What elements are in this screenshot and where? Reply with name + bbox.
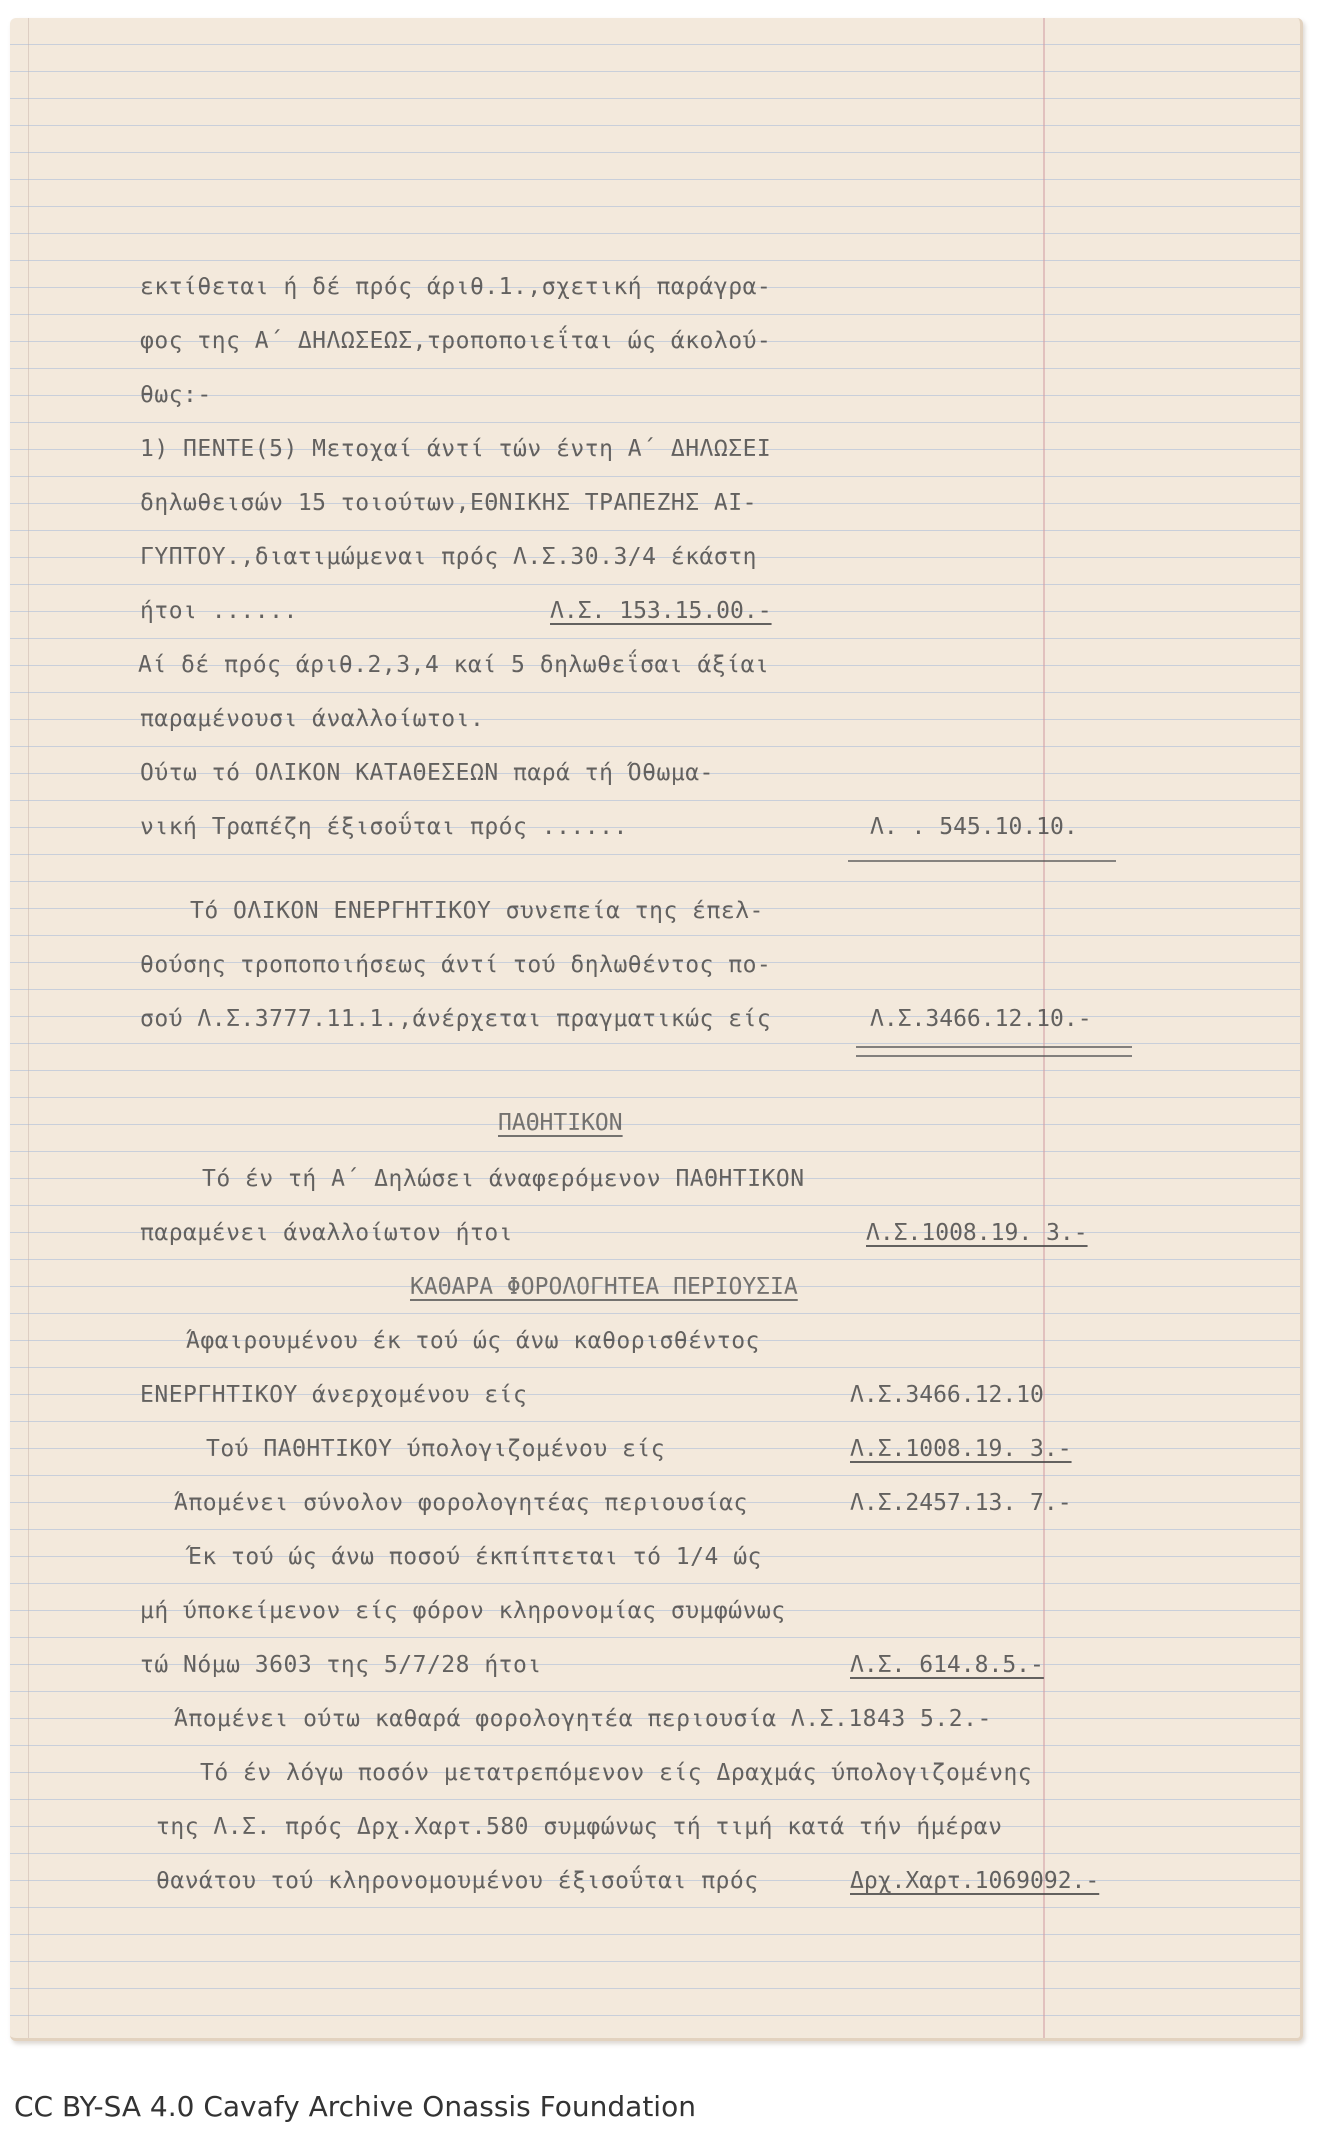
text-line: Άπομένει ούτω καθαρά φορολογητέα περιουσία Λ.Σ.1843 5.2.- [174,1706,992,1732]
text-line: θανάτου τού κληρονομουμένου έξισοΰται πρός [156,1868,759,1894]
text-line: Ούτω τό ΟΛΙΚΟΝ ΚΑΤΑΘΕΣΕΩΝ παρά τή Όθωμα- [140,760,714,786]
text-line: ΓΥΠΤΟΥ.,διατιμώμεναι πρός Λ.Σ.30.3/4 έκάστη [140,544,757,570]
document-page [10,18,1303,2041]
text-line: μή ύποκείμενον είς φόρον κληρονομίας συμφώνως [140,1598,786,1624]
amount-liabilities: Λ.Σ.1008.19. 3.- [866,1220,1088,1246]
text-line: Τό έν λόγω ποσόν μετατρεπόμενον είς Δραχμάς ύπολογιζομένης [200,1760,1033,1786]
text-line: Τού ΠΑΘΗΤΙΚΟΥ ύπολογιζομένου είς [206,1436,666,1462]
archive-credit: CC BY-SA 4.0 Cavafy Archive Onassis Foundation [14,2090,696,2123]
text-line: νική Τραπέζη έξισοΰται πρός ...... [140,814,628,840]
text-line: τώ Νόμω 3603 της 5/7/28 ήτοι [140,1652,542,1678]
left-margin-line [28,18,29,2038]
text-line: παραμένει άναλλοίωτον ήτοι [140,1220,514,1246]
text-line: Αί δέ πρός άριθ.2,3,4 καί 5 δηλωθεΐσαι άξίαι [138,652,770,678]
text-line: δηλωθεισών 15 τοιούτων,ΕΘΝΙΚΗΣ ΤΡΑΠΕΖΗΣ ΑΙ- [140,490,757,516]
text-line: παραμένουσι άναλλοίωτοι. [140,706,485,732]
amount-assets: Λ.Σ.3466.12.10 [850,1382,1044,1408]
text-line: θως:- [140,382,212,408]
text-line: της Λ.Σ. πρός Δρχ.Χαρτ.580 συμφώνως τή τιμή κατά τήν ήμέραν [156,1814,1003,1840]
text-line: σού Λ.Σ.3777.11.1.,άνέρχεται πραγματικώς είς [140,1006,772,1032]
amount-liabilities-2: Λ.Σ.1008.19. 3.- [850,1436,1072,1462]
text-line: Έκ τού ώς άνω ποσού έκπίπτεται τό 1/4 ώς [188,1544,762,1570]
text-line: εκτίθεται ή δέ πρός άριθ.1.,σχετική παράγρα- [140,274,772,300]
amount-drachmas: Δρχ.Χαρτ.1069092.- [850,1868,1100,1894]
text-line: Τό έν τή Α΄ Δηλώσει άναφερόμενον ΠΑΘΗΤΙΚΟΝ [202,1166,805,1192]
text-line: φος της Α΄ ΔΗΛΩΣΕΩΣ,τροποποιεΐται ώς άκολού- [140,328,772,354]
sum-rule [848,860,1116,862]
text-line: Άφαιρουμένου έκ τού ώς άνω καθορισθέντος [186,1328,760,1354]
text-line: θούσης τροποποιήσεως άντί τού δηλωθέντος πο- [140,952,772,978]
amount-net: Λ.Σ.2457.13. 7.- [850,1490,1072,1516]
amount-deposits: Λ. . 545.10.10. [870,814,1078,840]
text-line: ΕΝΕΡΓΗΤΙΚΟΥ άνερχομένου είς [140,1382,528,1408]
text-line: Τό ΟΛΙΚΟΝ ΕΝΕΡΓΗΤΙΚΟΥ συνεπεία της έπελ- [190,898,764,924]
heading-liabilities: ΠΑΘΗΤΙΚΟΝ [498,1110,623,1136]
double-rule [856,1046,1132,1057]
text-line: 1) ΠΕΝΤΕ(5) Μετοχαί άντί τών έντη Α΄ ΔΗΛΩΣΕΙ [140,436,772,462]
text-line: ήτοι ...... [140,598,298,624]
amount-shares: Λ.Σ. 153.15.00.- [550,598,772,624]
amount-quarter: Λ.Σ. 614.8.5.- [850,1652,1044,1678]
heading-net-estate: ΚΑΘΑΡΑ ΦΟΡΟΛΟΓΗΤΕΑ ΠΕΡΙΟΥΣΙΑ [410,1274,798,1300]
text-line: Άπομένει σύνολον φορολογητέας περιουσίας [174,1490,748,1516]
amount-assets-total: Λ.Σ.3466.12.10.- [870,1006,1092,1032]
